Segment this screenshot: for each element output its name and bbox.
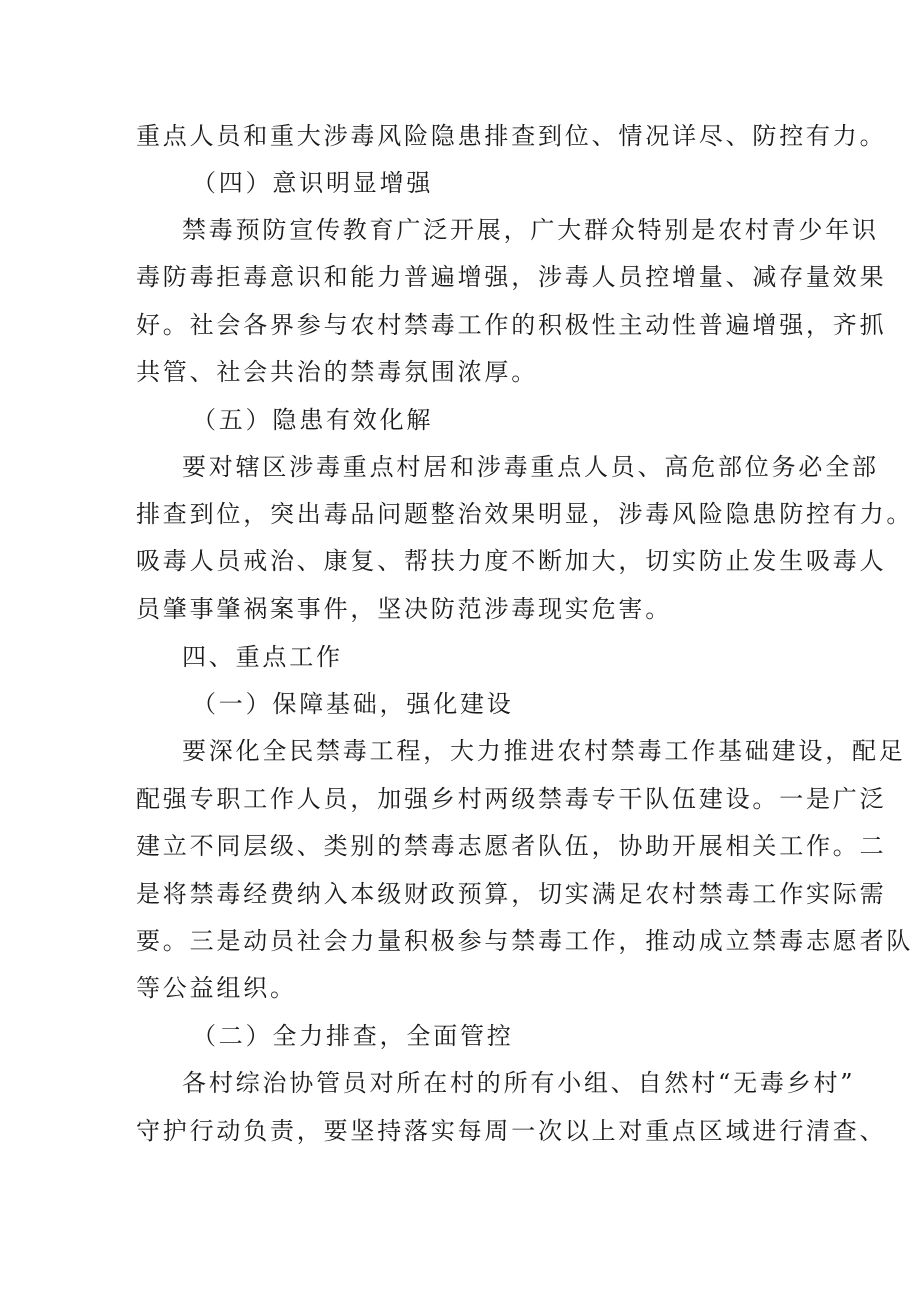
paragraph-line: 排查到位，突出毒品问题整治效果明显，涉毒风险隐患防控有力。 bbox=[136, 500, 914, 528]
paragraph-line: 共管、社会共治的禁毒氛围浓厚。 bbox=[136, 358, 538, 386]
paragraph-line: 好。社会各界参与农村禁毒工作的积极性主动性普遍增强，齐抓 bbox=[136, 311, 887, 339]
paragraph-line: 建立不同层级、类别的禁毒志愿者队伍，协助开展相关工作。二 bbox=[136, 832, 887, 860]
section-heading: （一）保障基础，强化建设 bbox=[192, 690, 514, 718]
section-heading: （二）全力排查，全面管控 bbox=[192, 1022, 514, 1050]
paragraph-line: 禁毒预防宣传教育广泛开展，广大群众特别是农村青少年识 bbox=[182, 216, 879, 244]
paragraph-line: 员肇事肇祸案事件，坚决防范涉毒现实危害。 bbox=[136, 595, 672, 623]
paragraph-line: 毒防毒拒毒意识和能力普遍增强，涉毒人员控增量、减存量效果 bbox=[136, 263, 887, 291]
paragraph-line: 要。三是动员社会力量积极参与禁毒工作，推动成立禁毒志愿者队 bbox=[136, 927, 914, 955]
paragraph-line: 守护行动负责，要坚持落实每周一次以上对重点区域进行清查、 bbox=[136, 1117, 887, 1145]
paragraph-line: 要深化全民禁毒工程，大力推进农村禁毒工作基础建设，配足 bbox=[182, 737, 906, 765]
section-heading: （五）隐患有效化解 bbox=[192, 406, 434, 434]
main-heading: 四、重点工作 bbox=[182, 643, 343, 671]
paragraph-line: 要对辖区涉毒重点村居和涉毒重点人员、高危部位务必全部 bbox=[182, 453, 879, 481]
paragraph-line: 等公益组织。 bbox=[136, 974, 297, 1002]
paragraph-line: 配强专职工作人员，加强乡村两级禁毒专干队伍建设。一是广泛 bbox=[136, 785, 887, 813]
paragraph-line: 吸毒人员戒治、康复、帮扶力度不断加大，切实防止发生吸毒人 bbox=[136, 547, 887, 575]
paragraph-line: 重点人员和重大涉毒风险隐患排查到位、情况详尽、防控有力。 bbox=[136, 122, 887, 150]
paragraph-line: 是将禁毒经费纳入本级财政预算，切实满足农村禁毒工作实际需 bbox=[136, 880, 887, 908]
section-heading: （四）意识明显增强 bbox=[192, 169, 434, 197]
paragraph-line: 各村综治协管员对所在村的所有小组、自然村“无毒乡村” bbox=[182, 1069, 856, 1097]
